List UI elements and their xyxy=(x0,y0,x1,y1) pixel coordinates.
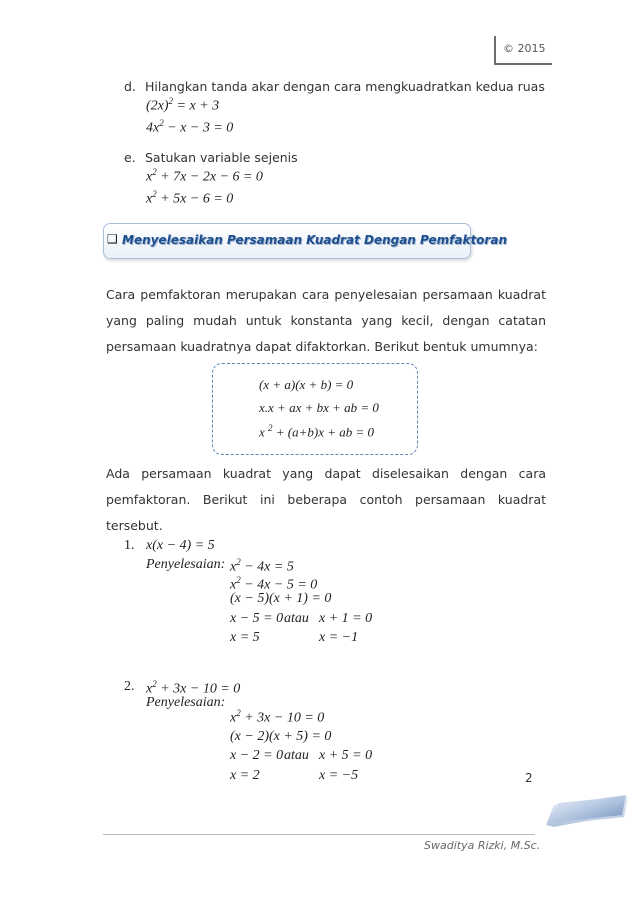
example-1-step-4a: x − 5 = 0 xyxy=(230,611,284,626)
intro-paragraph: Cara pemfaktoran merupakan cara penyelesaian persamaan kuadrat yang paling mudah untuk konstanta yang kecil, dengan catatan persamaan kuadratnya dapat difaktorkan. Berikut bentuk umumnya: xyxy=(106,287,546,354)
step-e-marker: e. xyxy=(124,150,136,165)
footer-author: Swaditya Rizki, M.Sc. xyxy=(424,839,541,852)
example-1-step-3: (x − 5)(x + 1) = 0 xyxy=(230,591,332,606)
step-e-equation-1: $x^2 + 7x - 2x - 6 = 0$ xyxy=(146,167,263,185)
general-form-line-2: x.x + ax + bx + ab = 0 xyxy=(259,400,379,415)
step-e-equation-2: $x^2 + 5x - 6 = 0$ xyxy=(146,189,234,207)
example-1-step-2: $x^2 - 4x - 5 = 0$ xyxy=(230,575,318,593)
step-d-equation-2: $4x^2 - x - 3 = 0$ xyxy=(146,118,234,136)
copyright-text: © 2015 xyxy=(503,42,546,55)
example-2-step-3b: x + 5 = 0 xyxy=(319,748,373,763)
example-1-label: Penyelesaian: xyxy=(146,557,226,572)
example-1-step-1: $x^2 - 4x = 5$ xyxy=(230,557,294,575)
example-2-label: Penyelesaian: xyxy=(146,695,226,710)
general-form-line-3: x $^2$ + (a+b)x + ab = 0 xyxy=(259,423,375,440)
step-d-text: Hilangkan tanda akar dengan cara mengkuadratkan kedua ruas xyxy=(145,79,545,94)
example-1-answer-b: x = −1 xyxy=(319,630,359,645)
examples-intro-paragraph: Ada persamaan kuadrat yang dapat diselesaikan dengan cara pemfaktoran. Berikut ini beberapa contoh persamaan kuadrat tersebut. xyxy=(106,466,546,533)
footer-rule xyxy=(103,834,535,835)
checkbox-bullet-icon: ❑ xyxy=(107,232,118,246)
example-1-number: 1. xyxy=(124,538,135,553)
example-2-step-1: $x^2 + 3x - 10 = 0$ xyxy=(230,708,325,726)
example-2-answer-a: x = 2 xyxy=(230,768,260,783)
page-number: 2 xyxy=(525,771,533,785)
example-2-step-2: (x − 2)(x + 5) = 0 xyxy=(230,729,332,744)
example-2-number: 2. xyxy=(124,679,135,694)
header-horizontal-rule xyxy=(494,63,552,65)
example-2-equation: $x^2 + 3x - 10 = 0$ xyxy=(146,679,241,697)
example-1-equation: x(x − 4) = 5 xyxy=(146,538,215,553)
header-vertical-rule xyxy=(494,36,496,64)
step-d-marker: d. xyxy=(124,79,136,94)
example-2-step-3a: x − 2 = 0 xyxy=(230,748,284,763)
section-heading: Menyelesaikan Persamaan Kuadrat Dengan Pemfaktoran xyxy=(122,233,507,247)
step-e-text: Satukan variable sejenis xyxy=(145,150,298,165)
step-d-equation-1: $(2x)^2 = x + 3$ xyxy=(146,96,220,114)
decorative-tab-shape xyxy=(540,795,632,831)
example-1-step-4b: x + 1 = 0 xyxy=(319,611,373,626)
example-2-atau: atau xyxy=(284,748,309,763)
example-2-answer-b: x = −5 xyxy=(319,768,359,783)
general-form-line-1: (x + a)(x + b) = 0 xyxy=(259,377,354,392)
example-1-atau: atau xyxy=(284,611,309,626)
example-1-answer-a: x = 5 xyxy=(230,630,260,645)
